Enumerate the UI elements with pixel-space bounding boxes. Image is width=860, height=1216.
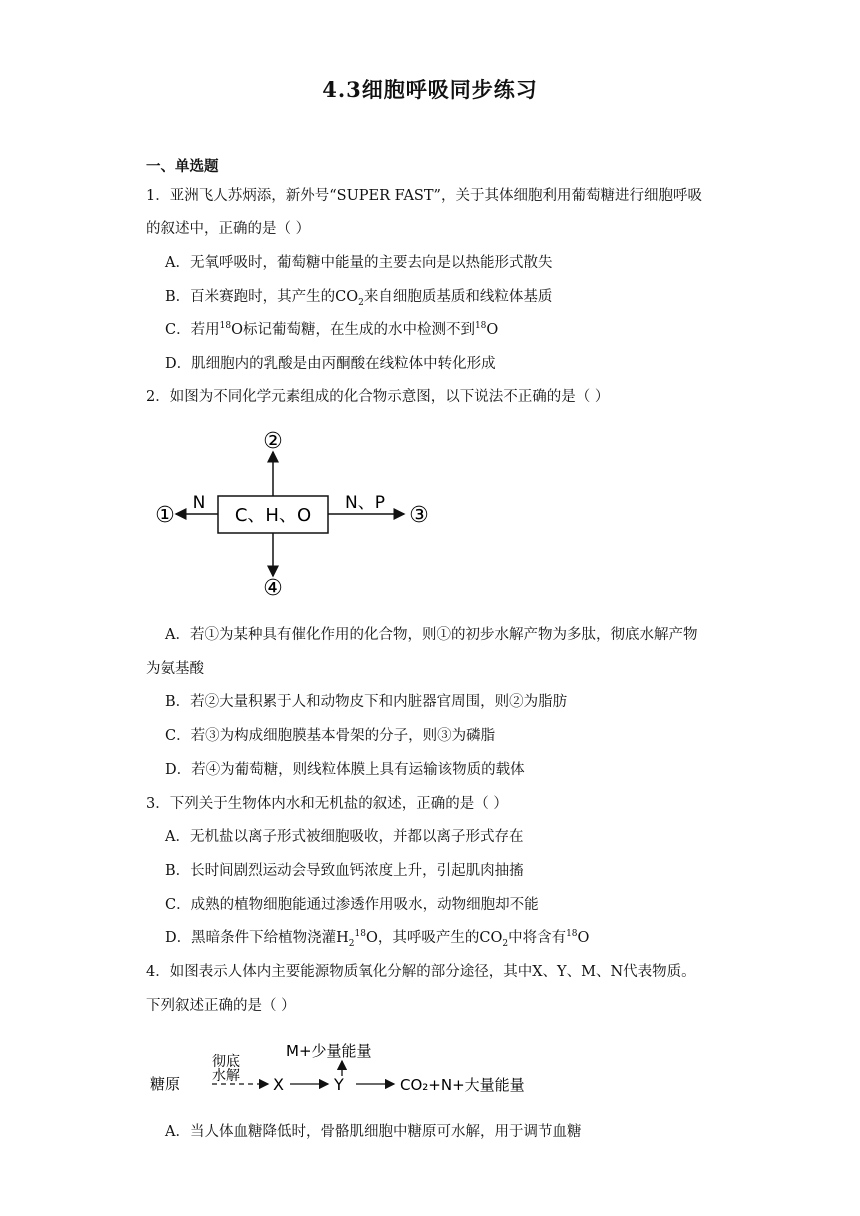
q1-option-c: C．若用$^{18}$O标记葡萄糖，在生成的水中检测不到$^{18}$O [165,321,499,338]
page-title: 4.3细胞呼吸同步练习 [322,77,538,102]
center-label: C、H、O [234,505,312,526]
section-heading: 一、单选题 [146,158,219,175]
left-label: N [192,493,206,513]
circle-2: ② [263,429,283,454]
hydrolysis-bottom: 水解 [212,1068,240,1084]
q3-option-a: A．无机盐以离子形式被细胞吸收，并都以离子形式存在 [165,829,524,845]
circle-3: ③ [409,503,429,528]
x-label: X [273,1075,284,1094]
q3-option-b: B．长时间剧烈运动会导致血钙浓度上升，引起肌肉抽搐 [165,863,524,879]
q3-stem: 3．下列关于生物体内水和无机盐的叙述，正确的是（ ） [146,796,508,812]
y-label: Y [334,1075,344,1094]
q3-option-d: D．黑暗条件下给植物浇灌$H_2^{18}O$，其呼吸产生的$CO_2$中将含有$^{18}$O [165,929,590,949]
right-label: N、P [345,493,385,513]
q1-option-b: B．百米赛跑时，其产生的$CO_2$来自细胞质基质和线粒体基质 [165,289,553,308]
q2-option-d: D．若④为葡萄糖，则线粒体膜上具有运输该物质的载体 [165,762,525,778]
q1-stem: 1．亚洲飞人苏炳添，新外号“SUPER FAST”，关于其体细胞利用葡萄糖进行细胞呼吸 [146,188,702,204]
right-product: CO₂+N+大量能量 [400,1076,525,1094]
q4-stem-cont: 下列叙述正确的是（ ） [146,998,296,1014]
q3-option-c: C．成熟的植物细胞能通过渗透作用吸水，动物细胞却不能 [165,897,539,913]
hydrolysis-top: 彻底 [212,1054,240,1070]
top-product: M+少量能量 [286,1042,372,1060]
q4-stem: 4．如图表示人体内主要能源物质氧化分解的部分途径，其中X、Y、M、N代表物质。 [146,964,696,980]
q2-option-a-cont: 为氨基酸 [146,661,204,677]
q1-option-d: D．肌细胞内的乳酸是由丙酮酸在线粒体中转化形成 [165,356,496,372]
circle-1: ① [155,503,175,528]
glycogen-label: 糖原 [150,1075,181,1093]
q2-option-b: B．若②大量积累于人和动物皮下和内脏器官周围，则②为脂肪 [165,694,568,710]
q1-stem-cont: 的叙述中，正确的是（ ） [146,221,311,237]
q2-stem: 2．如图为不同化学元素组成的化合物示意图，以下说法不正确的是（ ） [146,389,610,405]
q1-option-a: A．无氧呼吸时，葡萄糖中能量的主要去向是以热能形式散失 [165,255,553,271]
q2-option-a: A．若①为某种具有催化作用的化合物，则①的初步水解产物为多肽，彻底水解产物 [165,627,698,643]
circle-4: ④ [263,576,283,601]
q4-option-a: A．当人体血糖降低时，骨骼肌细胞中糖原可水解，用于调节血糖 [165,1124,582,1140]
q2-option-c: C．若③为构成细胞膜基本骨架的分子，则③为磷脂 [165,728,496,744]
